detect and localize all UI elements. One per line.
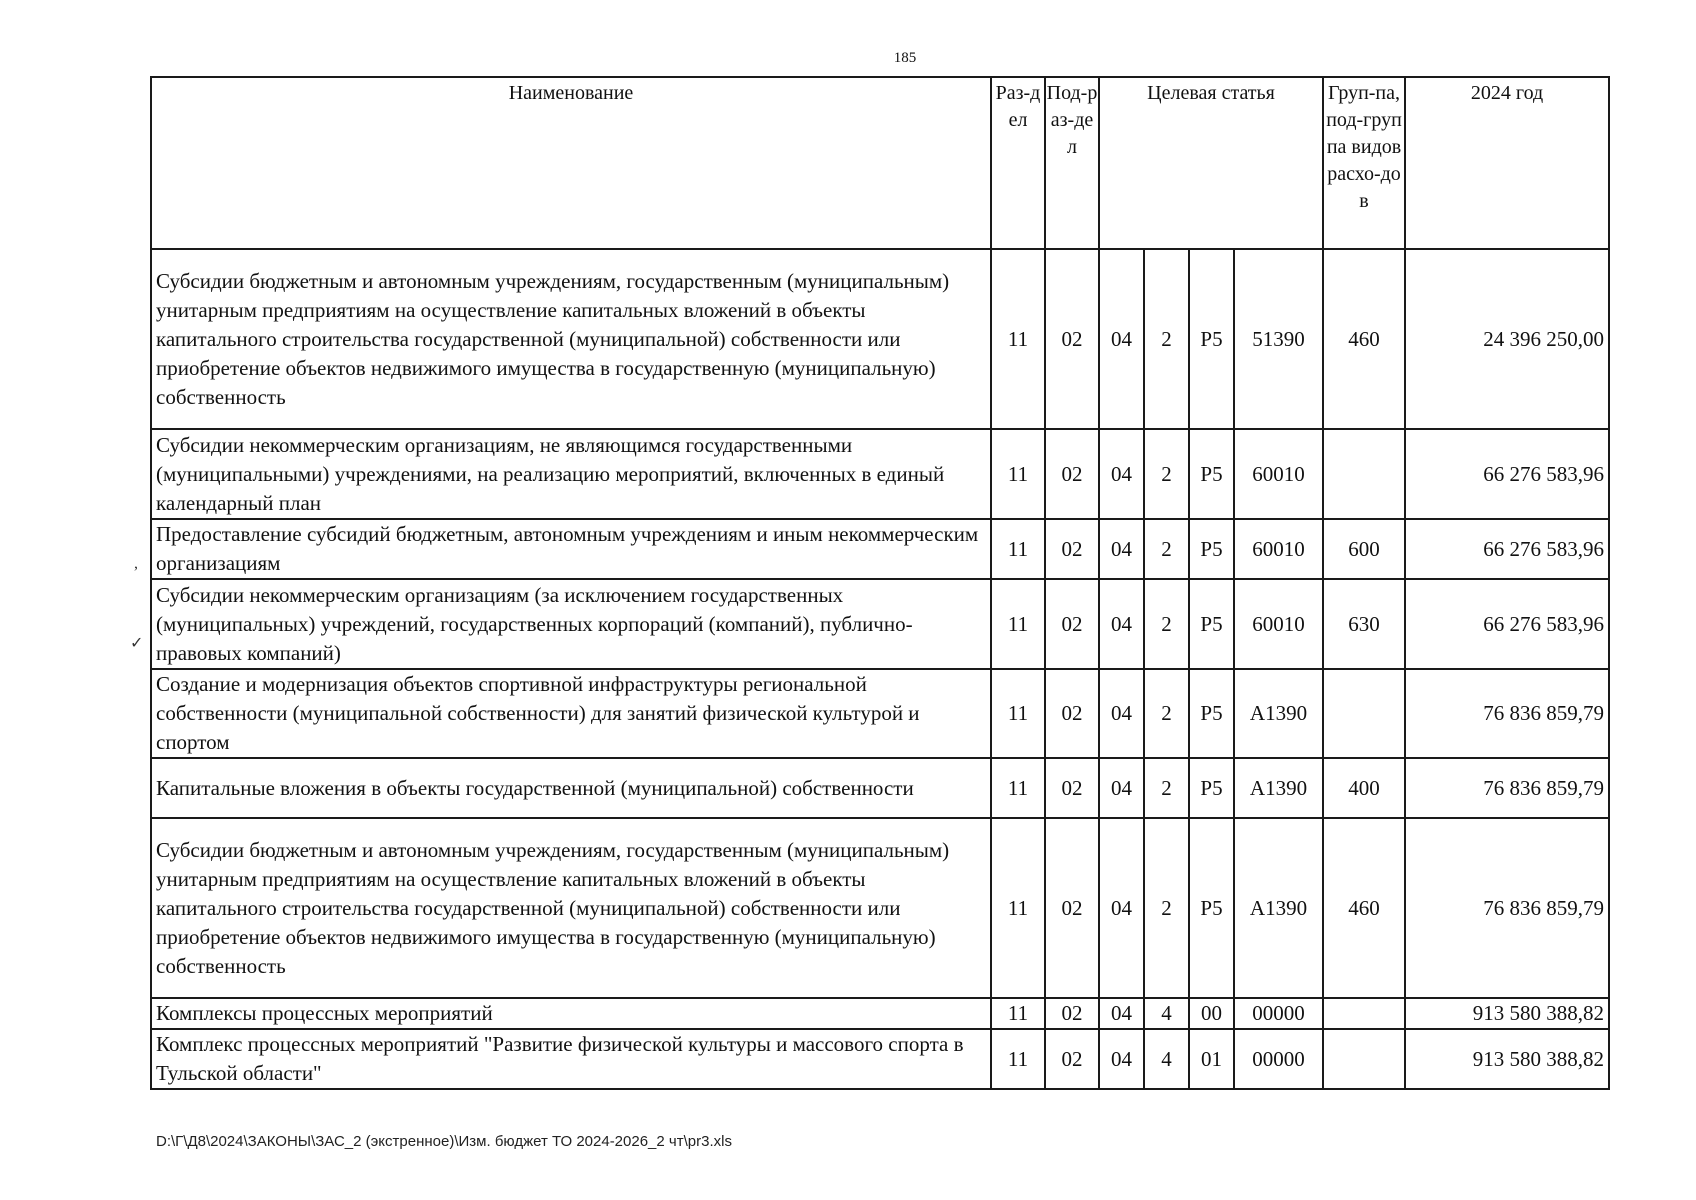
row-expense-group: 630 [1323, 579, 1405, 669]
row-target-2: 4 [1144, 998, 1189, 1029]
row-target-3: 00 [1189, 998, 1234, 1029]
row-target-2: 4 [1144, 1029, 1189, 1089]
row-name: Субсидии бюджетным и автономным учреждениям, государственным (муниципальным) унитарным предприятиям на осуществление капитальных вложений в объекты капитального строительства государственной (муниципальной) собственности или приобретение объектов недвижимого имущества в государственную (муниципальную) собственность [151, 818, 991, 998]
row-section: 11 [991, 998, 1045, 1029]
row-target-3: Р5 [1189, 669, 1234, 758]
row-expense-group [1323, 1029, 1405, 1089]
row-amount: 76 836 859,79 [1405, 758, 1609, 818]
table-row [151, 758, 1609, 818]
row-expense-group: 460 [1323, 818, 1405, 998]
file-path-footer: D:\Г\Д8\2024\ЗАКОНЫ\ЗАС_2 (экстренное)\Изм. бюджет ТО 2024-2026_2 чт\pr3.xls [156, 1133, 732, 1150]
row-section: 11 [991, 429, 1045, 519]
header-expense-group: Груп-па, под-группа видов расхо-дов [1323, 77, 1405, 249]
row-target-2: 2 [1144, 818, 1189, 998]
row-target-4: А1390 [1234, 758, 1323, 818]
row-target-2: 2 [1144, 579, 1189, 669]
row-subsection: 02 [1045, 579, 1099, 669]
row-target-4: А1390 [1234, 669, 1323, 758]
row-target-1: 04 [1099, 998, 1144, 1029]
row-section: 11 [991, 579, 1045, 669]
table-row [151, 998, 1609, 1029]
row-subsection: 02 [1045, 1029, 1099, 1089]
row-target-4: 00000 [1234, 1029, 1323, 1089]
row-expense-group [1323, 429, 1405, 519]
row-target-3: Р5 [1189, 818, 1234, 998]
row-section: 11 [991, 758, 1045, 818]
header-year: 2024 год [1405, 77, 1609, 249]
row-amount: 76 836 859,79 [1405, 669, 1609, 758]
row-target-3: Р5 [1189, 429, 1234, 519]
row-amount: 66 276 583,96 [1405, 519, 1609, 579]
row-target-3: 01 [1189, 1029, 1234, 1089]
row-subsection: 02 [1045, 998, 1099, 1029]
row-section: 11 [991, 818, 1045, 998]
row-amount: 24 396 250,00 [1405, 249, 1609, 429]
row-expense-group [1323, 998, 1405, 1029]
row-name: Субсидии бюджетным и автономным учреждениям, государственным (муниципальным) унитарным предприятиям на осуществление капитальных вложений в объекты капитального строительства государственной (муниципальной) собственности или приобретение объектов недвижимого имущества в государственную (муниципальную) собственность [151, 249, 991, 429]
header-subsection: Под-раз-дел [1045, 77, 1099, 249]
row-target-4: 60010 [1234, 519, 1323, 579]
table-row [151, 579, 1609, 669]
row-target-1: 04 [1099, 758, 1144, 818]
row-target-1: 04 [1099, 669, 1144, 758]
row-target-2: 2 [1144, 249, 1189, 429]
margin-mark: , [134, 555, 138, 572]
row-name: Субсидии некоммерческим организациям (за исключением государственных (муниципальных) учреждений, государственных корпораций (компаний), публично-правовых компаний) [151, 579, 991, 669]
row-amount: 913 580 388,82 [1405, 1029, 1609, 1089]
row-target-4: А1390 [1234, 818, 1323, 998]
header-name: Наименование [151, 77, 991, 249]
row-name: Комплексы процессных мероприятий [151, 998, 991, 1029]
header-section: Раз-дел [991, 77, 1045, 249]
table-row [151, 818, 1609, 998]
row-target-1: 04 [1099, 429, 1144, 519]
row-target-3: Р5 [1189, 758, 1234, 818]
row-name: Создание и модернизация объектов спортивной инфраструктуры региональной собственности (муниципальной собственности) для занятий физической культурой и спортом [151, 669, 991, 758]
row-target-2: 2 [1144, 429, 1189, 519]
table-row [151, 519, 1609, 579]
row-subsection: 02 [1045, 519, 1099, 579]
row-subsection: 02 [1045, 669, 1099, 758]
row-name: Комплекс процессных мероприятий "Развитие физической культуры и массового спорта в Тульской области" [151, 1029, 991, 1089]
row-expense-group: 460 [1323, 249, 1405, 429]
table-row [151, 1029, 1609, 1089]
row-target-2: 2 [1144, 758, 1189, 818]
margin-mark: ✓ [130, 635, 144, 652]
row-target-1: 04 [1099, 818, 1144, 998]
budget-table [150, 76, 1610, 1090]
row-amount: 66 276 583,96 [1405, 579, 1609, 669]
row-subsection: 02 [1045, 249, 1099, 429]
row-target-3: Р5 [1189, 519, 1234, 579]
row-target-2: 2 [1144, 669, 1189, 758]
row-expense-group: 400 [1323, 758, 1405, 818]
table-row [151, 249, 1609, 429]
row-target-1: 04 [1099, 519, 1144, 579]
page-number: 185 [893, 50, 917, 66]
row-section: 11 [991, 249, 1045, 429]
row-target-4: 51390 [1234, 249, 1323, 429]
row-target-1: 04 [1099, 249, 1144, 429]
row-target-3: Р5 [1189, 249, 1234, 429]
row-target-3: Р5 [1189, 579, 1234, 669]
row-subsection: 02 [1045, 429, 1099, 519]
row-name: Субсидии некоммерческим организациям, не являющимся государственными (муниципальными) учреждениями, на реализацию мероприятий, включенных в единый календарный план [151, 429, 991, 519]
row-target-4: 60010 [1234, 429, 1323, 519]
row-target-1: 04 [1099, 1029, 1144, 1089]
header-target-article: Целевая статья [1099, 77, 1323, 249]
header-row [151, 77, 1609, 249]
row-expense-group: 600 [1323, 519, 1405, 579]
table-row [151, 669, 1609, 758]
row-target-1: 04 [1099, 579, 1144, 669]
row-section: 11 [991, 519, 1045, 579]
row-target-4: 60010 [1234, 579, 1323, 669]
row-expense-group [1323, 669, 1405, 758]
row-target-2: 2 [1144, 519, 1189, 579]
row-amount: 66 276 583,96 [1405, 429, 1609, 519]
row-subsection: 02 [1045, 758, 1099, 818]
row-section: 11 [991, 1029, 1045, 1089]
table-row [151, 429, 1609, 519]
row-amount: 76 836 859,79 [1405, 818, 1609, 998]
row-name: Капитальные вложения в объекты государственной (муниципальной) собственности [151, 758, 991, 818]
row-subsection: 02 [1045, 818, 1099, 998]
row-amount: 913 580 388,82 [1405, 998, 1609, 1029]
row-name: Предоставление субсидий бюджетным, автономным учреждениям и иным некоммерческим организациям [151, 519, 991, 579]
row-target-4: 00000 [1234, 998, 1323, 1029]
row-section: 11 [991, 669, 1045, 758]
